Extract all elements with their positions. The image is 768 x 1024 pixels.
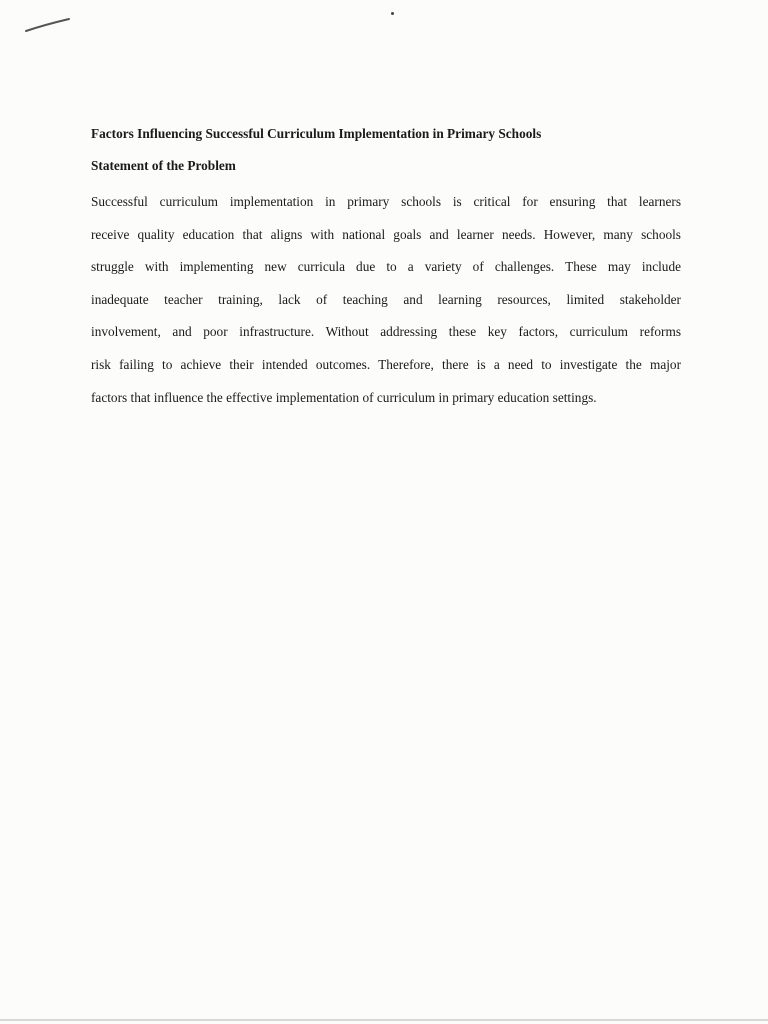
paragraph-line: Successful curriculum implementation in primary schools is critical for ensuring that learners xyxy=(91,194,681,209)
paragraph-line: struggle with implementing new curricula due to a variety of challenges. These may include xyxy=(91,259,681,275)
pen-mark xyxy=(24,14,72,38)
document-title: Factors Influencing Successful Curriculum Implementation in Primary Schools xyxy=(91,126,542,141)
paragraph-line: involvement, and poor infrastructure. Without addressing these key factors, curriculum reforms xyxy=(91,324,681,340)
paragraph-line: inadequate teacher training, lack of teaching and learning resources, limited stakeholder xyxy=(91,291,681,307)
page-bottom-edge xyxy=(0,1019,768,1021)
scan-speck xyxy=(391,12,394,15)
section-heading: Statement of the Problem xyxy=(91,158,236,173)
paragraph-line: risk failing to achieve their intended outcomes. Therefore, there is a need to investigate the major xyxy=(91,356,681,372)
paragraph-line: factors that influence the effective implementation of curriculum in primary education settings. xyxy=(91,389,597,405)
paragraph-line: receive quality education that aligns with national goals and learner needs. However, many schools xyxy=(91,226,681,242)
document-body xyxy=(91,124,681,414)
problem-statement-paragraph xyxy=(91,186,681,414)
